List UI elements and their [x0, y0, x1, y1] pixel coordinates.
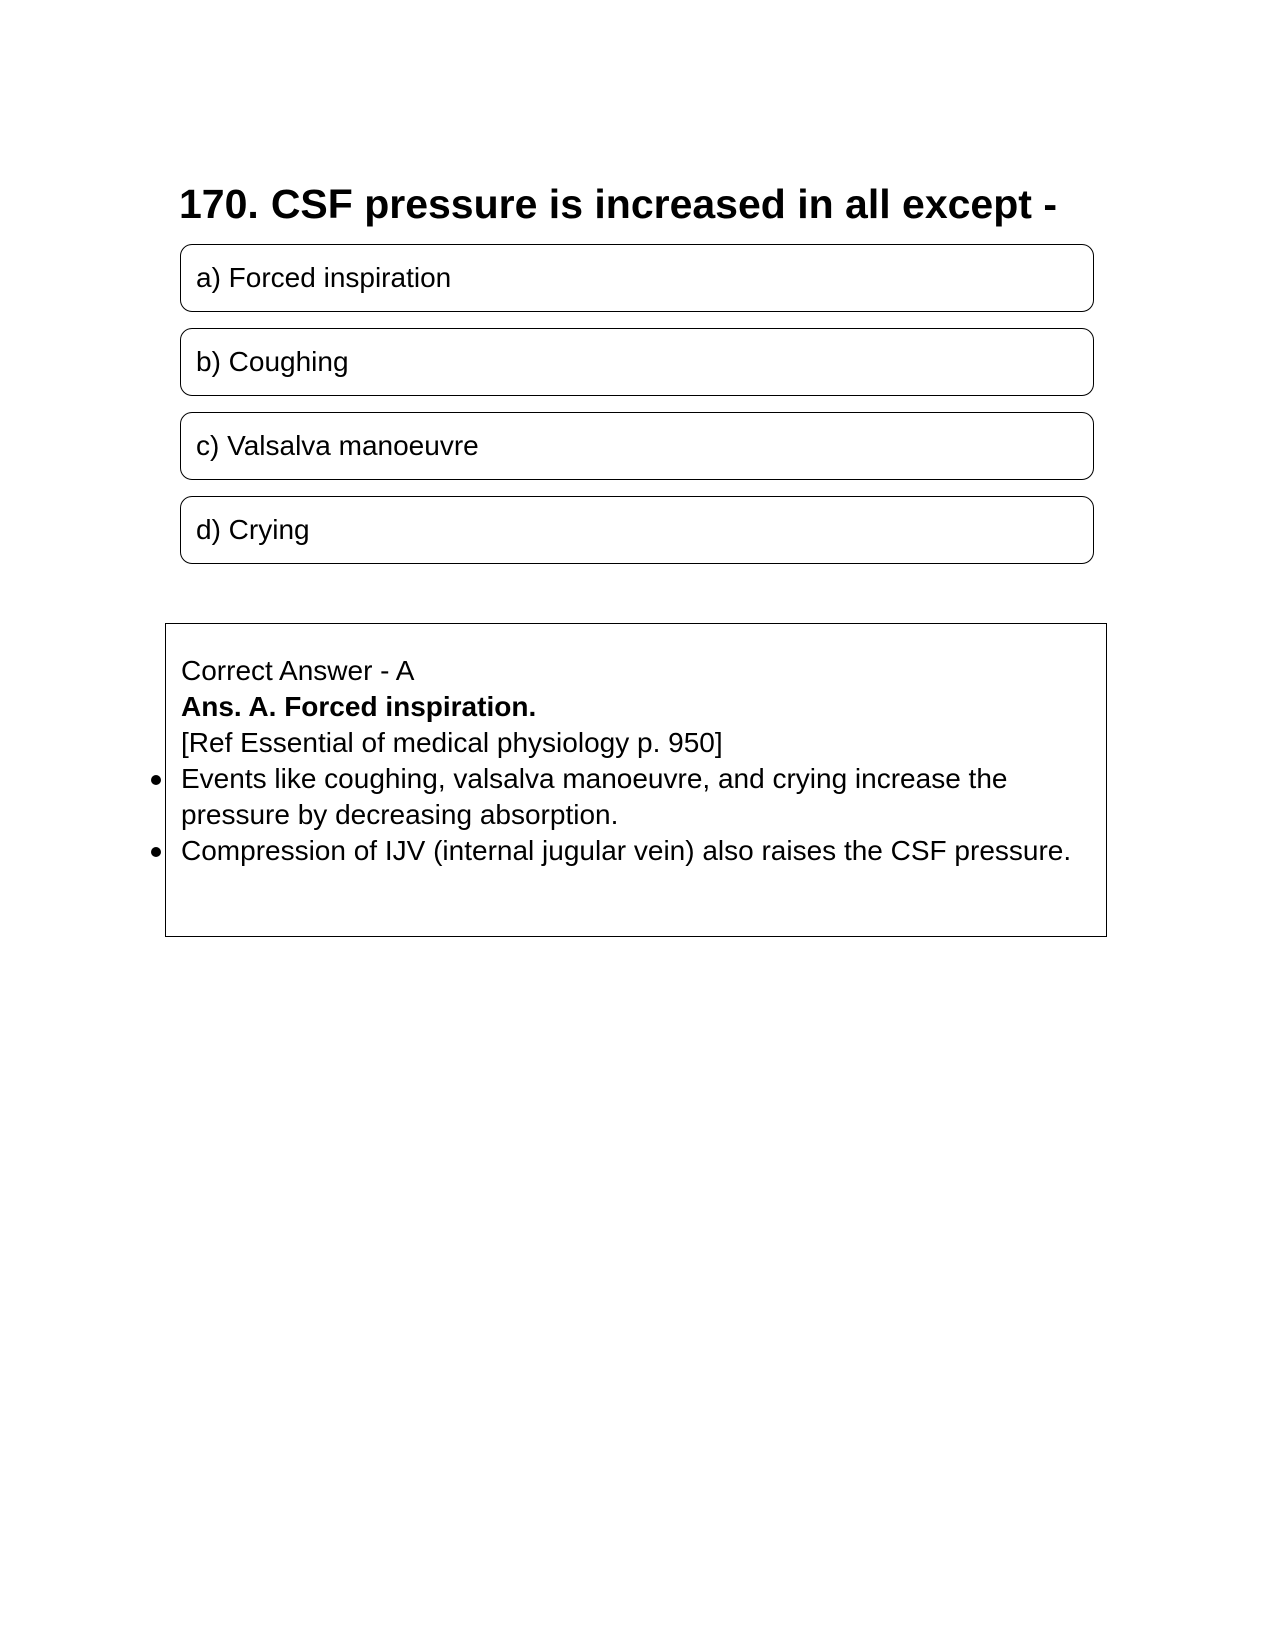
answer-reference: [Ref Essential of medical physiology p. 950] — [181, 727, 723, 758]
question-number: 170. — [179, 181, 259, 227]
option-a[interactable]: a) Forced inspiration — [180, 244, 1094, 312]
question-text: CSF pressure is increased in all except - — [270, 181, 1057, 227]
options-list — [180, 244, 1094, 580]
answer-explanation — [181, 653, 1081, 869]
question-heading — [179, 176, 1057, 232]
correct-answer-line: Correct Answer - A — [181, 655, 415, 686]
bullet-text: Compression of IJV (internal jugular vein) also raises the CSF pressure. — [181, 835, 1072, 866]
bullet-icon — [151, 847, 161, 857]
bullet-icon — [151, 775, 161, 785]
option-b[interactable]: b) Coughing — [180, 328, 1094, 396]
option-c[interactable]: c) Valsalva manoeuvre — [180, 412, 1094, 480]
bullet-item — [181, 761, 1081, 833]
explanation-bullets — [181, 761, 1081, 869]
bullet-item — [181, 833, 1081, 869]
bullet-text: Events like coughing, valsalva manoeuvre, and crying increase the pressure by decreasing absorption. — [181, 763, 1008, 830]
option-d[interactable]: d) Crying — [180, 496, 1094, 564]
answer-heading: Ans. A. Forced inspiration. — [181, 691, 537, 722]
